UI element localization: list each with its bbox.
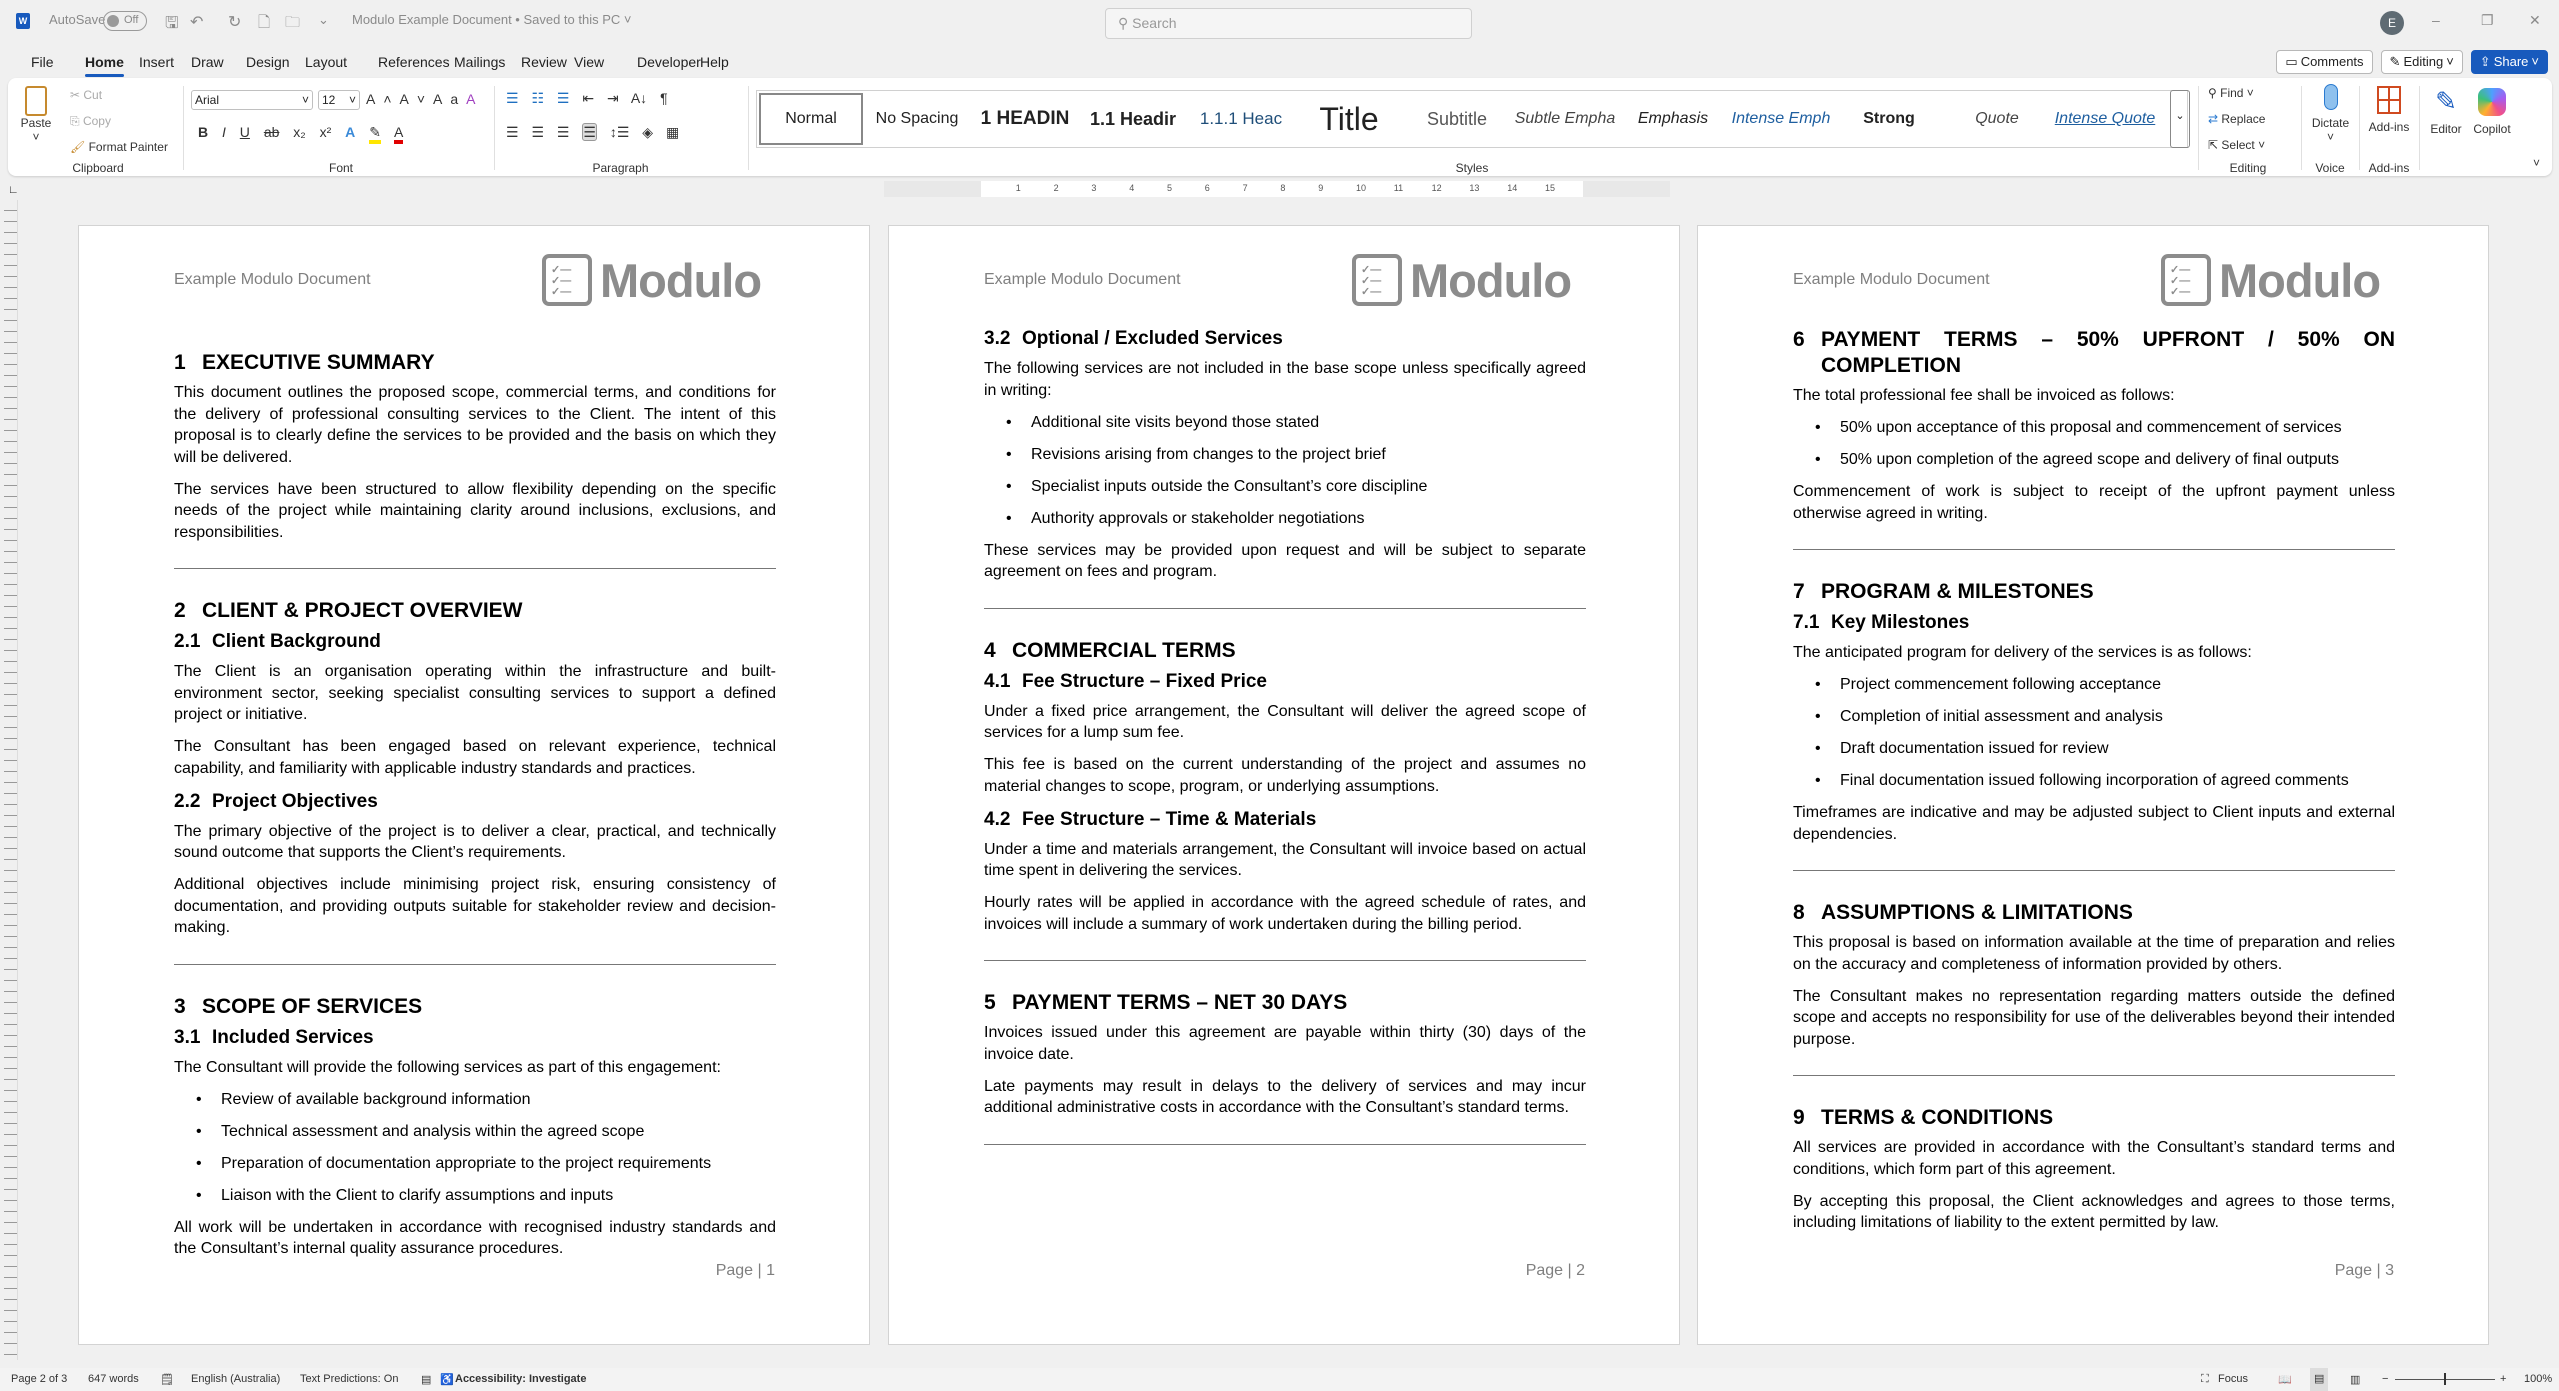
section-divider bbox=[1793, 870, 2395, 871]
paragraph[interactable]: These services may be provided upon request and will be subject to separate agreement on fees and program. bbox=[984, 541, 1586, 580]
editing-label: Editing bbox=[2403, 54, 2444, 69]
share-label: Share bbox=[2493, 54, 2529, 69]
text-predictions[interactable]: Text Predictions: On bbox=[300, 1373, 399, 1385]
web-layout-icon[interactable]: ▥ bbox=[2350, 1374, 2361, 1386]
page-body[interactable] bbox=[1793, 327, 2395, 1244]
heading-number: 4.2 bbox=[984, 808, 1011, 830]
zoom-level[interactable]: 100% bbox=[2524, 1373, 2553, 1385]
heading-2[interactable] bbox=[174, 630, 776, 654]
heading-text: PROGRAM & MILESTONES bbox=[1821, 580, 2094, 603]
heading-number: 2.2 bbox=[174, 790, 201, 812]
heading-number: 6 bbox=[1793, 328, 1805, 351]
increase-indent-icon[interactable]: ⇥ bbox=[606, 90, 619, 106]
focus-icon[interactable]: ⛶ bbox=[2201, 1373, 2209, 1385]
ruler-number: 13 bbox=[1469, 183, 1480, 193]
accessibility-icon: ♿ bbox=[440, 1374, 454, 1386]
paragraph[interactable]: The anticipated program for delivery of the services is as follows: bbox=[1793, 644, 2252, 661]
search-placeholder: Search bbox=[1132, 15, 1177, 31]
list-item[interactable]: • Specialist inputs outside the Consultant’s core discipline bbox=[984, 476, 1586, 498]
tab-file[interactable]: File bbox=[31, 54, 54, 70]
heading-2[interactable] bbox=[1793, 611, 2395, 635]
tab-references[interactable]: References bbox=[378, 54, 450, 70]
page-footer-number: Page | 2 bbox=[1525, 1262, 1585, 1279]
zoom-in-icon[interactable]: + bbox=[2500, 1373, 2507, 1385]
paragraph[interactable]: The Client is an organisation operating within the infrastructure and built-environment sector, seeking specialist consulting services to support a defined project or initiative. bbox=[174, 663, 776, 723]
chevron-down-icon: ˅ bbox=[2446, 54, 2454, 69]
cut-button[interactable] bbox=[70, 88, 102, 102]
heading-text: Project Objectives bbox=[212, 790, 378, 812]
heading-number: 5 bbox=[984, 991, 996, 1014]
brush-icon: 🖌 bbox=[70, 140, 89, 154]
decrease-indent-icon[interactable]: ⇤ bbox=[582, 90, 595, 106]
paragraph[interactable]: Commencement of work is subject to receipt of the upfront payment unless otherwise agreed in writing. bbox=[1793, 483, 2395, 522]
heading-text: TERMS & CONDITIONS bbox=[1821, 1106, 2054, 1129]
style-subtle-empha[interactable]: Subtle Empha bbox=[1514, 110, 1616, 127]
page-count[interactable]: Page 2 of 3 bbox=[11, 1373, 68, 1385]
heading-text: Included Services bbox=[212, 1026, 374, 1048]
heading-2[interactable] bbox=[984, 670, 1586, 694]
style-title[interactable]: Title bbox=[1319, 100, 1379, 137]
ruler-number: 8 bbox=[1280, 183, 1286, 193]
page-body[interactable] bbox=[984, 327, 1586, 1145]
page-2 bbox=[888, 225, 1680, 1345]
replace-icon: ⇄ bbox=[2208, 112, 2222, 126]
editing-group-label: Editing bbox=[2229, 161, 2267, 175]
paragraph[interactable]: The Consultant has been engaged based on relevant experience, technical capability, and familiarity with applicable industry standards and practices. bbox=[174, 738, 776, 777]
heading-text: CLIENT & PROJECT OVERVIEW bbox=[202, 599, 523, 622]
tab-selector-icon[interactable]: ∟ bbox=[8, 184, 19, 196]
paragraph[interactable]: This proposal is based on information available at the time of preparation and relies on the accuracy and completeness of information provided by others. bbox=[1793, 934, 2395, 973]
styles-gallery bbox=[756, 90, 2188, 148]
align-right-icon[interactable]: ☰ bbox=[556, 124, 570, 140]
style-intense-quote[interactable]: Intense Quote bbox=[2054, 110, 2156, 127]
style-no-spacing[interactable]: No Spacing bbox=[875, 110, 959, 127]
paragraph[interactable]: This document outlines the proposed scope, commercial terms, and conditions for the delivery of professional consulting services to the Client. The intent of this proposal is to clearly define the services to be provided and the basis on which they will be delivered. bbox=[174, 384, 776, 466]
italic-icon[interactable]: I bbox=[222, 124, 226, 140]
align-left-icon[interactable]: ☰ bbox=[506, 124, 519, 140]
paragraph[interactable]: Under a fixed price arrangement, the Consultant will deliver the agreed scope of services for a lump sum fee. bbox=[984, 702, 1586, 741]
search-input[interactable] bbox=[1105, 8, 1472, 39]
heading-2[interactable] bbox=[984, 808, 1586, 832]
proofing-icon[interactable]: 🗒 bbox=[160, 1374, 174, 1386]
tab-layout[interactable]: Layout bbox=[305, 54, 348, 70]
restore-icon[interactable]: ❐ bbox=[2481, 12, 2494, 28]
list-item[interactable]: • Final documentation issued following incorporation of agreed comments bbox=[1793, 770, 2395, 792]
copilot-label: Copilot bbox=[2473, 122, 2511, 136]
clear-formatting-icon[interactable]: A bbox=[466, 91, 484, 107]
bullet-list bbox=[1793, 417, 2395, 471]
style-emphasis[interactable]: Emphasis bbox=[1637, 110, 1709, 127]
macro-icon[interactable]: ▤ bbox=[421, 1374, 432, 1386]
ruler-number: 3 bbox=[1091, 183, 1097, 193]
section-divider bbox=[984, 960, 1586, 961]
chevron-down-icon: ˅ bbox=[32, 130, 40, 144]
heading-number: 2.1 bbox=[174, 631, 201, 652]
ruler-number: 14 bbox=[1507, 183, 1518, 193]
redo-icon[interactable]: ↻ bbox=[228, 14, 242, 31]
divider bbox=[494, 86, 495, 170]
search-icon: ⚲ bbox=[2208, 86, 2221, 100]
superscript-icon[interactable]: x² bbox=[319, 124, 332, 140]
paste-label: Paste bbox=[20, 116, 52, 130]
collapse-ribbon-icon[interactable]: ˅ bbox=[2533, 156, 2541, 170]
paragraph-tools-row2 bbox=[506, 124, 679, 141]
paragraph[interactable]: All services are provided in accordance with the Consultant’s standard terms and conditions, which form part of this agreement. bbox=[1793, 1139, 2395, 1178]
cursor-icon: ⇱ bbox=[2208, 138, 2222, 152]
divider bbox=[748, 86, 749, 170]
divider bbox=[2301, 86, 2302, 170]
find-button[interactable]: ⚲ Find ˅ bbox=[2208, 86, 2254, 100]
heading-text: PAYMENT TERMS – NET 30 DAYS bbox=[1012, 991, 1348, 1014]
focus-label[interactable]: Focus bbox=[2218, 1373, 2248, 1385]
dictate-button[interactable] bbox=[2308, 84, 2353, 144]
copy-button[interactable] bbox=[70, 114, 111, 129]
new-document-icon[interactable]: 🗋 bbox=[258, 14, 271, 31]
style-intense-emph[interactable]: Intense Emph bbox=[1731, 110, 1831, 127]
paragraph[interactable]: The Consultant will provide the following services as part of this engagement: bbox=[174, 1058, 721, 1076]
paragraph[interactable]: Under a time and materials arrangement, the Consultant will invoice based on actual time spent in delivering the services. bbox=[984, 840, 1586, 879]
tab-insert[interactable]: Insert bbox=[139, 54, 175, 70]
list-item[interactable]: • 50% upon acceptance of this proposal and commencement of services bbox=[1793, 417, 2395, 439]
list-item[interactable]: • Completion of initial assessment and analysis bbox=[1793, 706, 2395, 728]
add-ins-icon bbox=[2377, 86, 2401, 114]
text-effects-icon[interactable]: A bbox=[345, 124, 356, 140]
strikethrough-icon[interactable]: ab bbox=[263, 124, 280, 140]
status-bar bbox=[0, 1368, 2559, 1391]
chevron-down-icon: ˅ bbox=[2326, 130, 2334, 144]
paragraph[interactable]: Additional objectives include minimising project risk, ensuring consistency of documentation, and providing outputs suitable for stakeholder review and decision-making. bbox=[174, 876, 776, 936]
ruler-number: 7 bbox=[1242, 183, 1248, 193]
word-count[interactable]: 647 words bbox=[88, 1373, 139, 1385]
ruler-number: 12 bbox=[1431, 183, 1442, 193]
style-1-headin[interactable]: 1 HEADIN bbox=[980, 108, 1070, 129]
font-color-icon[interactable]: A bbox=[394, 124, 403, 144]
tab-view[interactable]: View bbox=[574, 54, 605, 70]
paragraph[interactable]: The following services are not included in the base scope unless specifically agreed in writing: bbox=[984, 360, 1586, 399]
style-strong[interactable]: Strong bbox=[1863, 110, 1915, 127]
editor-icon: ✎ bbox=[2435, 86, 2457, 116]
style-1-1-1-heac[interactable]: 1.1.1 Heac bbox=[1199, 109, 1283, 128]
font-family-select[interactable]: Arial ˅ bbox=[191, 90, 313, 110]
shading-icon[interactable]: ◈ bbox=[642, 124, 654, 140]
list-item[interactable]: • Preparation of documentation appropriate to the project requirements bbox=[174, 1153, 776, 1175]
heading-number: 3 bbox=[174, 994, 186, 1018]
bullet-list bbox=[174, 1089, 776, 1207]
bullet-list bbox=[984, 412, 1586, 530]
heading-number: 3.2 bbox=[984, 328, 1011, 349]
paragraph[interactable]: This fee is based on the current understanding of the project and assumes no material changes to scope, program, or underlying assumptions. bbox=[984, 756, 1586, 795]
tab-mailings[interactable]: Mailings bbox=[454, 54, 506, 70]
font-size-value: 12 bbox=[322, 93, 336, 107]
style-subtitle[interactable]: Subtitle bbox=[1426, 108, 1488, 129]
ruler-number: 4 bbox=[1129, 183, 1135, 193]
ruler-number: 15 bbox=[1545, 183, 1556, 193]
checklist-icon: ✓— ✓— ✓— bbox=[1352, 254, 1402, 306]
voice-group-label: Voice bbox=[2315, 161, 2345, 175]
heading-number: 7.1 bbox=[1793, 612, 1820, 633]
clipboard-icon bbox=[25, 86, 47, 116]
comment-icon: ▭ bbox=[2285, 54, 2298, 69]
underline-icon[interactable]: U bbox=[239, 124, 250, 140]
paragraph[interactable]: The primary objective of the project is to deliver a clear, practical, and technically sound outcome that supports the Client’s requirements. bbox=[174, 822, 776, 861]
section-divider bbox=[984, 608, 1586, 609]
heading-2[interactable] bbox=[174, 790, 776, 814]
list-item[interactable]: • Liaison with the Client to clarify assumptions and inputs bbox=[174, 1185, 776, 1207]
align-center-icon[interactable]: ☰ bbox=[531, 124, 545, 140]
heading-number: 3.1 bbox=[174, 1026, 201, 1048]
page-footer-number: Page | 3 bbox=[2334, 1262, 2394, 1279]
heading-1[interactable] bbox=[174, 350, 776, 376]
bullet-list bbox=[1793, 674, 2395, 792]
show-formatting-icon[interactable]: ¶ bbox=[660, 90, 668, 106]
list-item[interactable]: • 50% upon completion of the agreed scope and delivery of final outputs bbox=[1793, 449, 2395, 471]
select-button[interactable]: ⇱ Select ˅ bbox=[2208, 138, 2266, 152]
paragraph[interactable]: Late payments may result in delays to the delivery of services and may incur additional administrative costs in accordance with the Consultant’s standard terms. bbox=[984, 1077, 1586, 1116]
divider bbox=[2198, 86, 2199, 170]
heading-text: Fee Structure – Fixed Price bbox=[1022, 670, 1267, 692]
editing-mode-button[interactable] bbox=[2381, 50, 2463, 74]
section-divider bbox=[174, 568, 776, 569]
tab-design[interactable]: Design bbox=[246, 54, 290, 70]
dictate-label: Dictate bbox=[2311, 116, 2350, 130]
ruler-number: 6 bbox=[1204, 183, 1210, 193]
modulo-logo bbox=[542, 253, 761, 307]
copy-icon: ⎘ bbox=[70, 114, 83, 128]
heading-text: Fee Structure – Time & Materials bbox=[1022, 808, 1317, 830]
format-painter-button[interactable] bbox=[70, 140, 168, 154]
close-icon[interactable]: ✕ bbox=[2529, 12, 2541, 28]
font-format-tools bbox=[198, 124, 403, 141]
paragraph[interactable]: The services have been structured to allow flexibility depending on the specific needs of the project while maintaining clarity around inclusions, exclusions, and responsibilities. bbox=[174, 480, 776, 541]
ruler-number: 5 bbox=[1167, 183, 1173, 193]
tab-developer[interactable]: Developer bbox=[637, 54, 701, 70]
section-divider bbox=[984, 1144, 1586, 1145]
bold-icon[interactable]: B bbox=[198, 124, 209, 140]
zoom-slider-thumb[interactable] bbox=[2444, 1373, 2446, 1385]
heading-1[interactable] bbox=[1793, 579, 2395, 605]
autosave-label: AutoSave bbox=[49, 12, 106, 27]
list-item[interactable]: • Revisions arising from changes to the project brief bbox=[984, 444, 1586, 466]
microphone-icon bbox=[2324, 84, 2338, 110]
heading-number: 4.1 bbox=[984, 670, 1011, 692]
modulo-logo bbox=[2161, 253, 2380, 307]
page-body[interactable] bbox=[174, 350, 776, 1270]
paragraph[interactable]: The total professional fee shall be invoiced as follows: bbox=[1793, 387, 2175, 404]
modulo-logo bbox=[1352, 253, 1571, 307]
heading-text: Optional / Excluded Services bbox=[1022, 328, 1283, 349]
borders-icon[interactable]: ▦ bbox=[665, 124, 680, 140]
grow-font-icon[interactable]: A˄ bbox=[366, 91, 400, 107]
list-item[interactable]: • Project commencement following acceptance bbox=[1793, 674, 2395, 696]
replace-button[interactable] bbox=[2208, 112, 2265, 126]
paragraph-tools-row1 bbox=[506, 90, 668, 107]
page-1 bbox=[78, 225, 870, 1345]
font-family-value: Arial bbox=[195, 93, 220, 107]
search-icon: ⚲ bbox=[1118, 15, 1133, 31]
divider bbox=[183, 86, 184, 170]
ruler-number: 2 bbox=[1053, 183, 1059, 193]
style-1-1-headir[interactable]: 1.1 Headir bbox=[1089, 108, 1177, 129]
avatar[interactable]: E bbox=[2380, 11, 2404, 35]
styles-more-button[interactable]: ⌄ bbox=[2170, 90, 2190, 148]
page-header: Example Modulo Document bbox=[984, 271, 1181, 288]
editor-button[interactable] bbox=[2426, 86, 2466, 136]
word-app-icon: W bbox=[16, 13, 30, 29]
section-divider bbox=[174, 964, 776, 965]
minimize-icon[interactable]: – bbox=[2432, 12, 2440, 28]
list-item[interactable]: • Technical assessment and analysis within the agreed scope bbox=[174, 1121, 776, 1143]
list-item[interactable]: • Additional site visits beyond those stated bbox=[984, 412, 1586, 434]
heading-text: Client Background bbox=[212, 631, 381, 652]
tab-home[interactable]: Home bbox=[85, 54, 124, 70]
heading-text: SCOPE OF SERVICES bbox=[202, 994, 423, 1018]
customize-toolbar-icon[interactable]: ⌄ bbox=[318, 12, 329, 27]
heading-text: ASSUMPTIONS & LIMITATIONS bbox=[1821, 901, 2133, 924]
logo-text: Modulo bbox=[1410, 253, 1572, 307]
autosave-toggle[interactable]: Off bbox=[103, 11, 147, 31]
page-3 bbox=[1697, 225, 2489, 1345]
heading-number: 2 bbox=[174, 599, 186, 622]
heading-1[interactable] bbox=[1793, 1105, 2395, 1131]
paragraph[interactable]: The Consultant makes no representation regarding matters outside the defined scope and accepts no responsibility for use of the deliverables beyond their intended purpose. bbox=[1793, 987, 2395, 1048]
copy-label: Copy bbox=[82, 114, 111, 128]
font-size-select[interactable]: 12 ˅ bbox=[318, 90, 360, 110]
comments-label: Comments bbox=[2300, 54, 2364, 69]
header-buttons bbox=[2276, 50, 2548, 74]
share-button[interactable] bbox=[2471, 50, 2548, 74]
open-folder-icon[interactable]: 🗀 bbox=[285, 14, 301, 31]
ruler-number: 1 bbox=[1015, 183, 1021, 193]
page-header: Example Modulo Document bbox=[174, 271, 371, 288]
logo-text: Modulo bbox=[600, 253, 762, 307]
checklist-icon: ✓— ✓— ✓— bbox=[542, 254, 592, 306]
heading-text: COMMERCIAL TERMS bbox=[1012, 638, 1236, 662]
copilot-button[interactable] bbox=[2470, 86, 2514, 136]
heading-text: EXECUTIVE SUMMARY bbox=[202, 351, 435, 374]
paragraph[interactable]: Timeframes are indicative and may be adjusted subject to Client inputs and external dependencies. bbox=[1793, 804, 2395, 843]
paragraph[interactable]: Hourly rates will be applied in accordance with the agreed schedule of rates, and invoices will include a summary of work undertaken during the billing period. bbox=[984, 894, 1586, 933]
logo-text: Modulo bbox=[2219, 253, 2381, 307]
divider bbox=[2419, 86, 2420, 170]
heading-2[interactable] bbox=[984, 327, 1586, 351]
read-mode-icon[interactable]: 📖 bbox=[2278, 1374, 2292, 1386]
heading-number: 8 bbox=[1793, 901, 1805, 924]
heading-text: PAYMENT TERMS – 50% UPFRONT / 50% ON COMPLETION bbox=[1821, 328, 2395, 377]
ribbon bbox=[8, 78, 2552, 176]
heading-text: Key Milestones bbox=[1831, 612, 1970, 633]
pencil-icon: ✎ bbox=[2389, 54, 2401, 69]
section-divider bbox=[1793, 1075, 2395, 1076]
heading-1[interactable] bbox=[174, 598, 776, 624]
heading-number: 4 bbox=[984, 638, 996, 662]
sort-icon[interactable]: A↓ bbox=[630, 90, 648, 106]
tab-help[interactable]: Help bbox=[700, 54, 729, 70]
ruler-number: 9 bbox=[1318, 183, 1324, 193]
highlight-icon[interactable]: ✎ bbox=[369, 124, 381, 144]
zoom-out-icon[interactable]: − bbox=[2382, 1373, 2389, 1385]
heading-1[interactable] bbox=[984, 638, 1586, 664]
heading-1[interactable] bbox=[984, 990, 1586, 1016]
multilevel-list-icon[interactable]: ☰ bbox=[556, 90, 570, 106]
paragraph[interactable]: Invoices issued under this agreement are payable within thirty (30) days of the invoice date. bbox=[984, 1024, 1586, 1063]
chevron-down-icon: ˅ bbox=[2531, 54, 2539, 69]
print-layout-icon[interactable]: ▤ bbox=[2310, 1368, 2328, 1391]
styles-group-label: Styles bbox=[1455, 161, 1489, 175]
paste-button[interactable] bbox=[20, 86, 52, 144]
heading-number: 9 bbox=[1793, 1106, 1805, 1129]
heading-1[interactable] bbox=[1793, 327, 2395, 379]
add-ins-label: Add-ins bbox=[2368, 120, 2410, 134]
justify-icon[interactable]: ☰ bbox=[583, 124, 596, 140]
accessibility-status[interactable]: Accessibility: Investigate bbox=[455, 1373, 587, 1385]
add-ins-group-label: Add-ins bbox=[2368, 161, 2410, 175]
ruler-number: 11 bbox=[1393, 183, 1404, 193]
page-footer-number: Page | 1 bbox=[715, 1262, 775, 1279]
heading-number: 7 bbox=[1793, 580, 1805, 603]
cut-label: Cut bbox=[83, 88, 103, 102]
heading-number: 1 bbox=[174, 351, 186, 374]
subscript-icon[interactable]: x₂ bbox=[293, 124, 306, 140]
save-icon[interactable]: 🖫 bbox=[165, 15, 179, 32]
numbering-icon[interactable]: ☷ bbox=[531, 90, 545, 106]
section-divider bbox=[1793, 549, 2395, 550]
find-label: Find bbox=[2220, 86, 2244, 100]
paragraph[interactable]: By accepting this proposal, the Client acknowledges and agrees to those terms, including limitations of liability to the extent permitted by law. bbox=[1793, 1192, 2395, 1231]
divider bbox=[2359, 86, 2360, 170]
style-quote[interactable]: Quote bbox=[1975, 110, 2019, 127]
list-item[interactable]: • Review of available background information bbox=[174, 1089, 776, 1111]
vertical-ruler[interactable] bbox=[4, 200, 18, 1360]
change-case-icon[interactable]: Aa bbox=[433, 91, 467, 107]
ruler-number: 10 bbox=[1356, 183, 1367, 193]
heading-1[interactable] bbox=[174, 994, 776, 1020]
heading-1[interactable] bbox=[1793, 900, 2395, 926]
page-header: Example Modulo Document bbox=[1793, 271, 1990, 288]
copilot-icon bbox=[2478, 88, 2506, 116]
shrink-font-icon[interactable]: A˅ bbox=[399, 91, 434, 107]
document-title[interactable]: Modulo Example Document • Saved to this PC ˅ bbox=[352, 12, 632, 27]
undo-icon[interactable]: ↶ bbox=[190, 14, 204, 31]
font-group-label: Font bbox=[328, 161, 353, 175]
language[interactable]: English (Australia) bbox=[191, 1373, 281, 1385]
list-item[interactable]: • Draft documentation issued for review bbox=[1793, 738, 2395, 760]
share-icon: ⇪ bbox=[2479, 54, 2491, 69]
line-spacing-icon[interactable]: ↕☰ bbox=[609, 124, 630, 140]
format-painter-label: Format Painter bbox=[88, 140, 168, 154]
comments-button[interactable] bbox=[2276, 50, 2372, 74]
list-item[interactable]: • Authority approvals or stakeholder negotiations bbox=[984, 508, 1586, 530]
horizontal-ruler[interactable] bbox=[884, 181, 1670, 197]
add-ins-button[interactable] bbox=[2364, 86, 2414, 134]
tab-review[interactable]: Review bbox=[521, 54, 567, 70]
font-size-tools bbox=[366, 91, 484, 107]
heading-2[interactable] bbox=[174, 1026, 776, 1050]
paragraph[interactable]: All work will be undertaken in accordance with recognised industry standards and the Consultant’s internal quality assurance procedures. bbox=[174, 1218, 776, 1257]
select-label: Select bbox=[2221, 138, 2255, 152]
tab-draw[interactable]: Draw bbox=[191, 54, 224, 70]
bullets-icon[interactable]: ☰ bbox=[506, 90, 519, 106]
scissors-icon: ✂ bbox=[70, 88, 84, 102]
replace-label: Replace bbox=[2221, 112, 2266, 126]
style-normal[interactable]: Normal bbox=[759, 93, 863, 145]
checklist-icon: ✓— ✓— ✓— bbox=[2161, 254, 2211, 306]
clipboard-group-label: Clipboard bbox=[72, 161, 124, 175]
paragraph-group-label: Paragraph bbox=[592, 161, 649, 175]
editor-label: Editor bbox=[2430, 122, 2462, 136]
